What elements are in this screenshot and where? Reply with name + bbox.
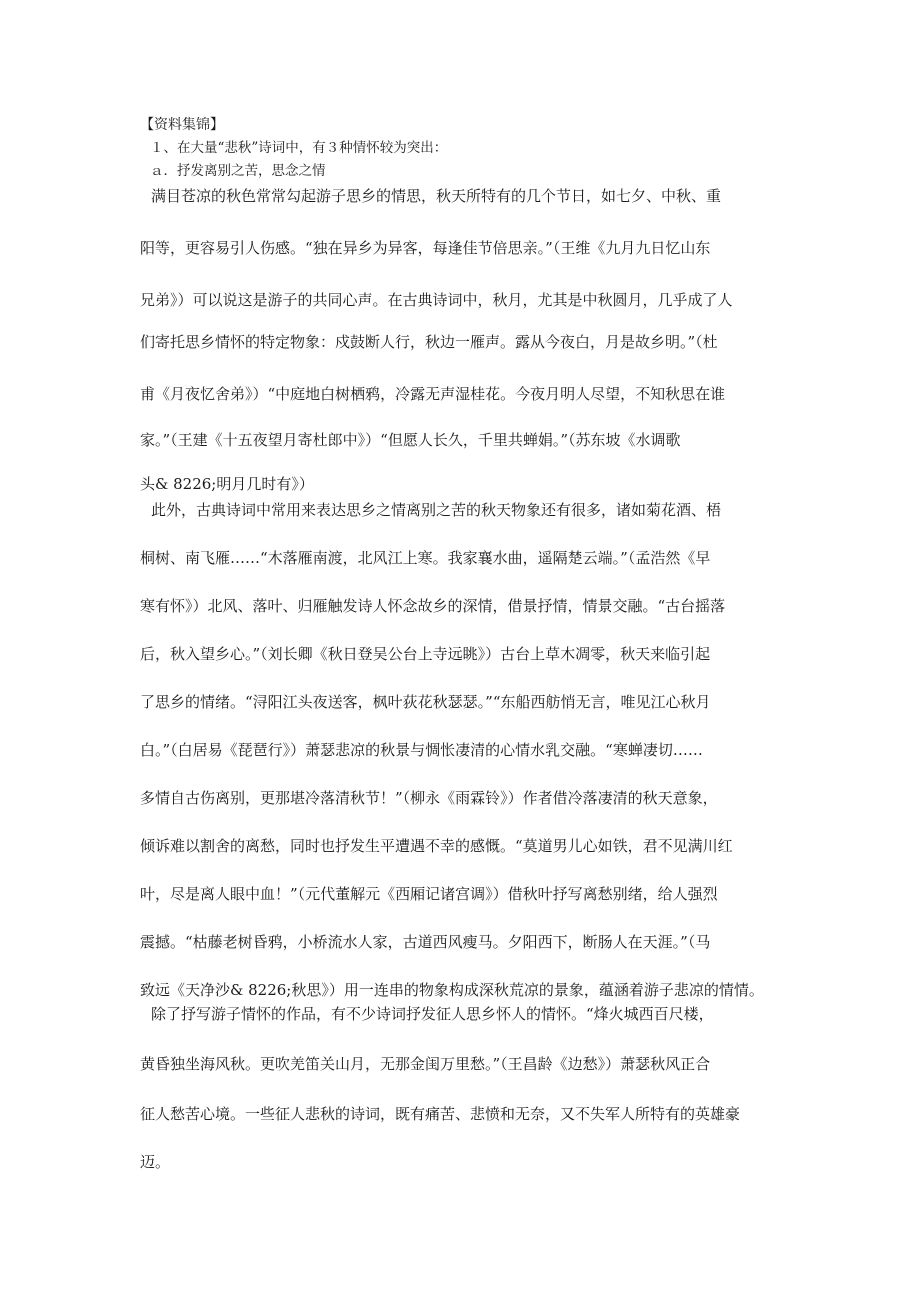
paragraph-3-line-1: 除了抒写游子情怀的作品，有不少诗词抒发征人思乡怀人的情怀。“烽火城西百尺楼， [151, 1005, 714, 1023]
paragraph-2-line-10: 震撼。“枯藤老树昏鸦，小桥流水人家，古道西风瘦马。夕阳西下，断肠人在天涯。”（马 [140, 933, 711, 951]
paragraph-2-line-6: 白。”（白居易《琵琶行》）萧瑟悲凉的秋景与惆怅凄清的心情水乳交融。“寒蝉凄切…… [140, 741, 703, 759]
paragraph-2-line-2: 桐树、南飞雁……“木落雁南渡，北风江上寒。我家襄水曲，遥隔楚云端。”（孟浩然《早 [140, 549, 711, 567]
section-title: 【资料集锦】 [140, 117, 224, 133]
intro-line: １、在大量“悲秋”诗词中，有３种情怀较为突出： [150, 140, 448, 156]
paragraph-1-line-6: 家。”（王建《十五夜望月寄杜郎中》）“但愿人长久，千里共蝉娟。”（苏东坡《水调歌 [140, 431, 681, 449]
paragraph-2-line-8: 倾诉难以割舍的离愁，同时也抒发生平遭遇不幸的感慨。“莫道男儿心如铁，君不见满川红 [140, 837, 733, 855]
paragraph-2-line-3: 寒有怀》）北风、落叶、归雁触发诗人怀念故乡的深情，借景抒情，情景交融。“古台摇落 [140, 597, 726, 615]
paragraph-2-line-4: 后，秋入望乡心。”（刘长卿《秋日登吴公台上寺远眺》）古台上草木凋零，秋天来临引起 [140, 645, 711, 663]
paragraph-1-line-3: 兄弟》）可以说这是游子的共同心声。在古典诗词中，秋月，尤其是中秋圆月，几乎成了人 [140, 291, 733, 309]
paragraph-1-line-4: 们寄托思乡情怀的特定物象：戍鼓断人行，秋边一雁声。露从今夜白，月是故乡明。”（杜 [140, 333, 718, 351]
paragraph-1-line-5: 甫《月夜忆舍弟》）“中庭地白树栖鸦，冷露无声湿桂花。今夜月明人尽望，不知秋思在谁 [140, 385, 726, 403]
paragraph-2-line-5: 了思乡的情绪。“浔阳江头夜送客，枫叶荻花秋瑟瑟。”“东船西舫悄无言，唯见江心秋月 [140, 693, 711, 711]
paragraph-1-line-1: 满目苍凉的秋色常常勾起游子思乡的情思，秋天所特有的几个节日，如七夕、中秋、重 [151, 187, 722, 205]
paragraph-3-line-4: 迈。 [140, 1153, 171, 1171]
paragraph-1-line-2: 阳等，更容易引人伤感。“独在异乡为异客，每逢佳节倍思亲。”（王维《九月九日忆山东 [140, 239, 711, 257]
paragraph-3-line-3: 征人愁苦心境。一些征人悲秋的诗词，既有痛苦、悲愤和无奈，又不失军人所特有的英雄豪 [140, 1105, 741, 1123]
paragraph-2-line-7: 多情自古伤离别，更那堪冷落清秋节！”（柳永《雨霖铃》）作者借冷落凄清的秋天意象， [140, 789, 718, 807]
paragraph-1-line-7: 头& 8226;明月几时有》） [140, 475, 314, 493]
subheading-a: ａ．抒发离别之苦，思念之情 [150, 163, 326, 179]
paragraph-2-line-9: 叶，尽是离人眼中血！”（元代董解元《西厢记诸宫调》）借秋叶抒写离愁别绪，给人强烈 [140, 885, 718, 903]
paragraph-3-line-2: 黄昏独坐海风秋。更吹羌笛关山月，无那金闺万里愁。”（王昌龄《边愁》）萧瑟秋风正合 [140, 1055, 711, 1073]
paragraph-2-line-1: 此外，古典诗词中常用来表达思乡之情离别之苦的秋天物象还有很多，诸如菊花酒、梧 [151, 501, 722, 519]
paragraph-2-line-11: 致远《天净沙& 8226;秋思》）用一连串的物象构成深秋荒凉的景象，蕴涵着游子悲凉的情情。 [140, 981, 764, 999]
